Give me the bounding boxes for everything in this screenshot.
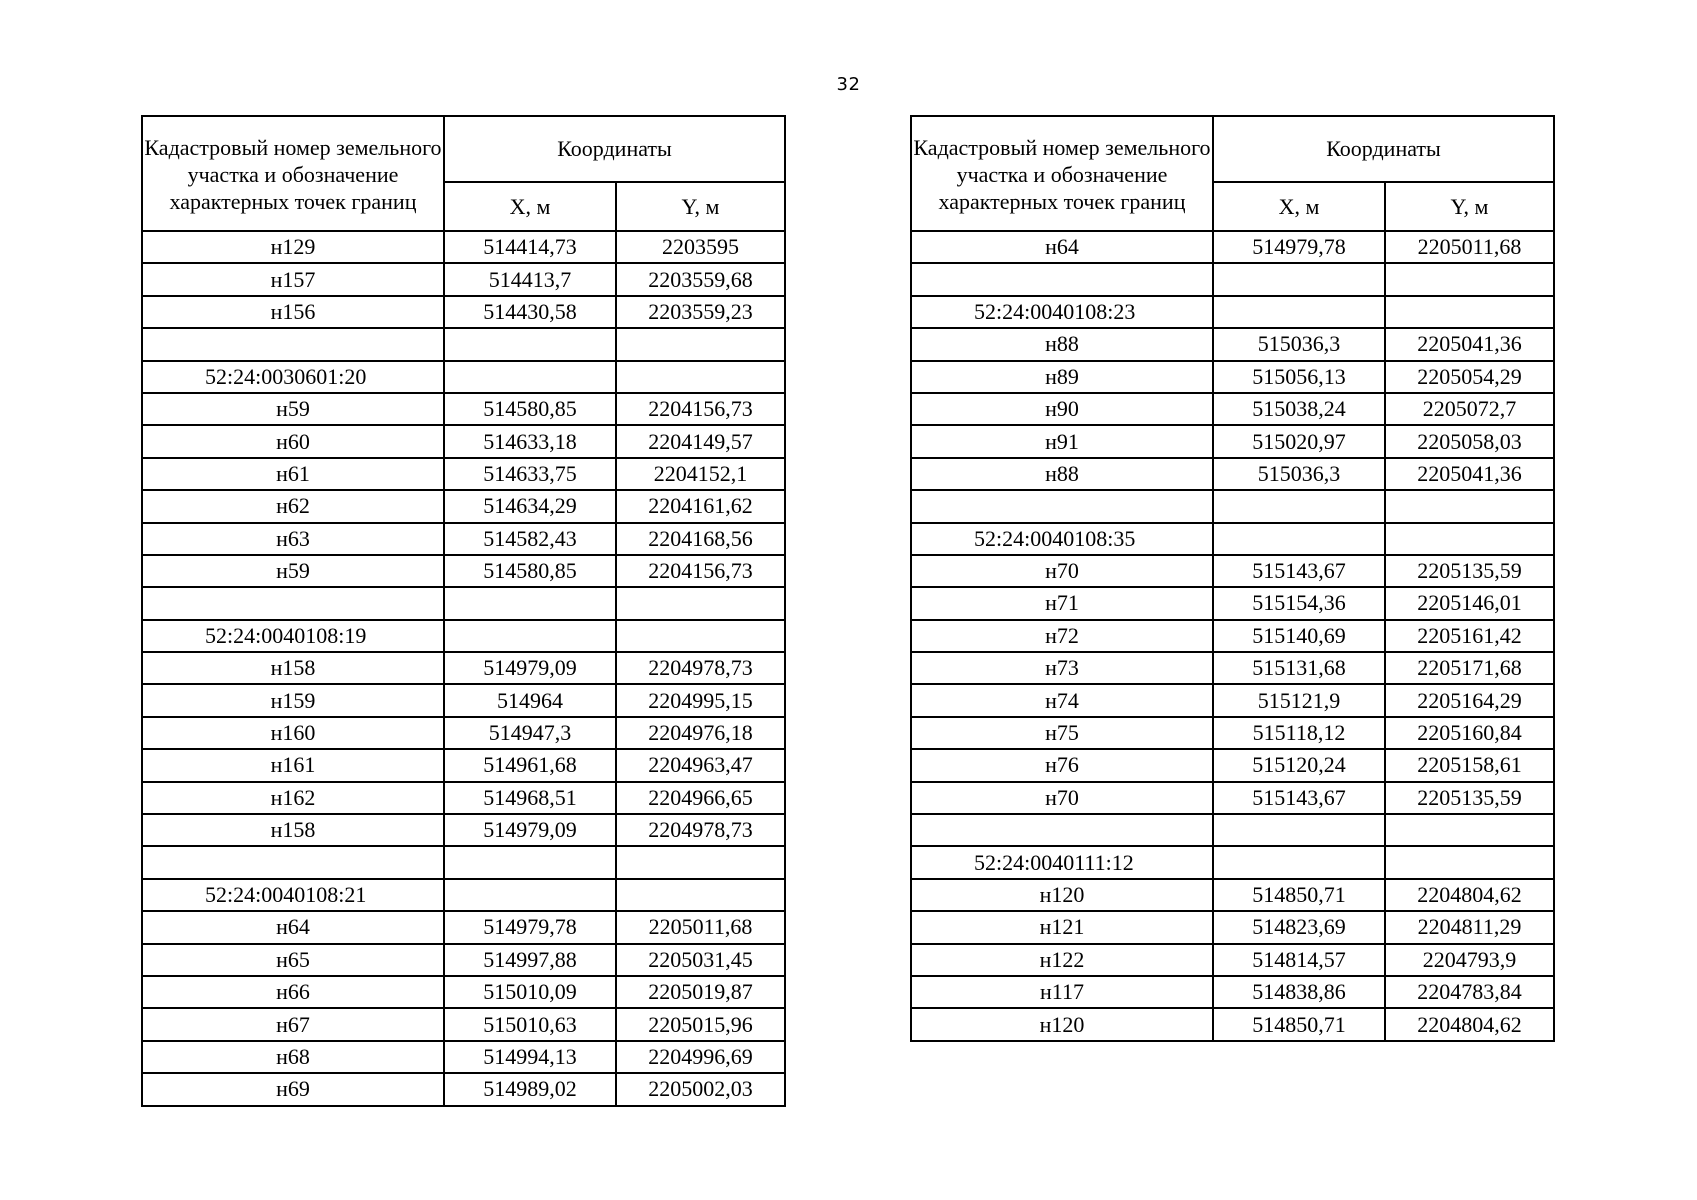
y-coordinate-cell: 2205041,36	[1385, 328, 1554, 360]
point-label-cell: н59	[142, 555, 444, 587]
point-label-cell: н91	[911, 425, 1213, 457]
point-label-cell: н70	[911, 555, 1213, 587]
y-coordinate-cell: 2204978,73	[616, 814, 785, 846]
y-coordinate-cell: 2205031,45	[616, 944, 785, 976]
coordinates-group-header: Координаты	[1213, 116, 1554, 182]
point-label-cell: н88	[911, 458, 1213, 490]
parcel-column-header: Кадастровый номер земельного участка и обозначение характерных точек границ	[911, 116, 1213, 231]
table-row	[911, 393, 1554, 425]
y-coordinate-cell: 2203559,68	[616, 263, 785, 295]
x-coordinate-cell	[1213, 846, 1385, 878]
table-row	[142, 555, 785, 587]
point-label-cell: н160	[142, 717, 444, 749]
x-coordinate-cell: 515056,13	[1213, 361, 1385, 393]
x-coordinate-cell: 514979,09	[444, 652, 616, 684]
x-coordinate-cell: 514979,78	[444, 911, 616, 943]
x-column-header: X, м	[1213, 182, 1385, 231]
x-coordinate-cell: 514580,85	[444, 393, 616, 425]
point-label-cell: н68	[142, 1041, 444, 1073]
table-row	[911, 976, 1554, 1008]
x-coordinate-cell: 514961,68	[444, 749, 616, 781]
x-coordinate-cell: 515121,9	[1213, 684, 1385, 716]
y-coordinate-cell	[616, 879, 785, 911]
y-coordinate-cell: 2203595	[616, 231, 785, 263]
x-coordinate-cell	[444, 361, 616, 393]
y-coordinate-cell: 2205135,59	[1385, 555, 1554, 587]
table-row	[911, 231, 1554, 263]
point-label-cell: н89	[911, 361, 1213, 393]
x-coordinate-cell: 514430,58	[444, 296, 616, 328]
point-label-cell: н62	[142, 490, 444, 522]
y-coordinate-cell	[1385, 296, 1554, 328]
point-label-cell: н74	[911, 684, 1213, 716]
y-coordinate-cell	[1385, 814, 1554, 846]
point-label-cell: н60	[142, 425, 444, 457]
parcel-id-cell: 52:24:0040111:12	[911, 846, 1213, 878]
table-row	[911, 1008, 1554, 1040]
point-label-cell: н69	[142, 1073, 444, 1105]
point-label-cell: н66	[142, 976, 444, 1008]
blank-row	[142, 846, 785, 878]
table-row	[142, 717, 785, 749]
x-coordinate-cell: 514947,3	[444, 717, 616, 749]
y-coordinate-cell: 2204804,62	[1385, 879, 1554, 911]
point-label-cell: н61	[142, 458, 444, 490]
parcel-id-cell: 52:24:0040108:19	[142, 620, 444, 652]
point-label-cell: н157	[142, 263, 444, 295]
x-coordinate-cell	[444, 846, 616, 878]
y-coordinate-cell: 2205011,68	[1385, 231, 1554, 263]
x-coordinate-cell: 515131,68	[1213, 652, 1385, 684]
parcel-row	[911, 523, 1554, 555]
x-coordinate-cell: 514850,71	[1213, 1008, 1385, 1040]
table-row	[142, 393, 785, 425]
x-coordinate-cell: 514413,7	[444, 263, 616, 295]
x-coordinate-cell: 514814,57	[1213, 944, 1385, 976]
y-column-header: Y, м	[616, 182, 785, 231]
x-coordinate-cell: 514979,78	[1213, 231, 1385, 263]
point-label-cell: н65	[142, 944, 444, 976]
table-row	[142, 1073, 785, 1105]
x-coordinate-cell: 515020,97	[1213, 425, 1385, 457]
blank-row	[142, 328, 785, 360]
point-label-cell: н64	[911, 231, 1213, 263]
x-coordinate-cell	[1213, 490, 1385, 522]
x-coordinate-cell	[1213, 523, 1385, 555]
point-label-cell: н117	[911, 976, 1213, 1008]
table-body	[911, 231, 1554, 1041]
x-coordinate-cell	[444, 620, 616, 652]
y-coordinate-cell	[616, 620, 785, 652]
x-coordinate-cell: 514989,02	[444, 1073, 616, 1105]
point-label-cell	[142, 328, 444, 360]
x-coordinate-cell	[444, 879, 616, 911]
y-coordinate-cell: 2204149,57	[616, 425, 785, 457]
table-row	[911, 458, 1554, 490]
y-coordinate-cell	[1385, 523, 1554, 555]
x-coordinate-cell: 515036,3	[1213, 458, 1385, 490]
table-row	[142, 684, 785, 716]
parcel-row	[142, 620, 785, 652]
table-row	[142, 782, 785, 814]
table-row	[142, 458, 785, 490]
parcel-id-cell: 52:24:0030601:20	[142, 361, 444, 393]
x-coordinate-cell: 514997,88	[444, 944, 616, 976]
point-label-cell: н67	[142, 1008, 444, 1040]
y-coordinate-cell: 2205160,84	[1385, 717, 1554, 749]
y-coordinate-cell: 2204995,15	[616, 684, 785, 716]
x-coordinate-cell: 515120,24	[1213, 749, 1385, 781]
y-coordinate-cell: 2204156,73	[616, 393, 785, 425]
blank-row	[911, 814, 1554, 846]
table-row	[142, 749, 785, 781]
y-coordinate-cell	[616, 361, 785, 393]
table-row	[142, 814, 785, 846]
y-coordinate-cell: 2205054,29	[1385, 361, 1554, 393]
table-row	[911, 879, 1554, 911]
table-row	[142, 944, 785, 976]
page-number: 32	[836, 74, 861, 95]
y-coordinate-cell: 2205019,87	[616, 976, 785, 1008]
x-coordinate-cell	[1213, 296, 1385, 328]
y-coordinate-cell: 2204976,18	[616, 717, 785, 749]
point-label-cell: н90	[911, 393, 1213, 425]
x-coordinate-cell: 514414,73	[444, 231, 616, 263]
x-coordinate-cell: 515154,36	[1213, 587, 1385, 619]
table-row	[142, 652, 785, 684]
table-row	[142, 425, 785, 457]
point-label-cell: н120	[911, 879, 1213, 911]
point-label-cell: н73	[911, 652, 1213, 684]
y-coordinate-cell: 2205146,01	[1385, 587, 1554, 619]
parcel-row	[911, 846, 1554, 878]
table-row	[911, 652, 1554, 684]
point-label-cell: н158	[142, 652, 444, 684]
x-coordinate-cell: 514850,71	[1213, 879, 1385, 911]
table-row	[911, 361, 1554, 393]
parcel-row	[911, 296, 1554, 328]
x-coordinate-cell	[444, 587, 616, 619]
point-label-cell: н88	[911, 328, 1213, 360]
parcel-id-cell: 52:24:0040108:23	[911, 296, 1213, 328]
x-coordinate-cell: 514964	[444, 684, 616, 716]
point-label-cell	[142, 846, 444, 878]
y-coordinate-cell: 2204811,29	[1385, 911, 1554, 943]
parcel-row	[142, 879, 785, 911]
x-coordinate-cell: 514994,13	[444, 1041, 616, 1073]
point-label-cell: н59	[142, 393, 444, 425]
y-coordinate-cell	[616, 846, 785, 878]
point-label-cell: н156	[142, 296, 444, 328]
table-row	[911, 717, 1554, 749]
y-coordinate-cell: 2203559,23	[616, 296, 785, 328]
x-coordinate-cell: 515118,12	[1213, 717, 1385, 749]
y-coordinate-cell: 2204966,65	[616, 782, 785, 814]
point-label-cell: н76	[911, 749, 1213, 781]
y-coordinate-cell: 2205011,68	[616, 911, 785, 943]
point-label-cell: н162	[142, 782, 444, 814]
y-coordinate-cell: 2205171,68	[1385, 652, 1554, 684]
table-row	[911, 749, 1554, 781]
x-coordinate-cell: 515010,09	[444, 976, 616, 1008]
x-coordinate-cell: 515140,69	[1213, 620, 1385, 652]
y-coordinate-cell: 2205058,03	[1385, 425, 1554, 457]
coordinates-table-left	[141, 115, 786, 1107]
y-coordinate-cell: 2205158,61	[1385, 749, 1554, 781]
y-coordinate-cell: 2205072,7	[1385, 393, 1554, 425]
point-label-cell	[142, 587, 444, 619]
point-label-cell: н158	[142, 814, 444, 846]
table-row	[911, 425, 1554, 457]
table-row	[142, 1008, 785, 1040]
y-coordinate-cell: 2205161,42	[1385, 620, 1554, 652]
y-coordinate-cell: 2204156,73	[616, 555, 785, 587]
x-coordinate-cell: 514838,86	[1213, 976, 1385, 1008]
y-coordinate-cell: 2205015,96	[616, 1008, 785, 1040]
blank-row	[911, 490, 1554, 522]
x-coordinate-cell: 514968,51	[444, 782, 616, 814]
table-body	[142, 231, 785, 1106]
point-label-cell: н64	[142, 911, 444, 943]
point-label-cell: н75	[911, 717, 1213, 749]
point-label-cell: н122	[911, 944, 1213, 976]
x-coordinate-cell: 515143,67	[1213, 555, 1385, 587]
x-coordinate-cell: 514979,09	[444, 814, 616, 846]
table-row	[142, 523, 785, 555]
coordinates-group-header: Координаты	[444, 116, 785, 182]
x-coordinate-cell: 515036,3	[1213, 328, 1385, 360]
parcel-column-header: Кадастровый номер земельного участка и обозначение характерных точек границ	[142, 116, 444, 231]
x-coordinate-cell	[1213, 814, 1385, 846]
table-row	[911, 944, 1554, 976]
point-label-cell: н70	[911, 782, 1213, 814]
table-row	[911, 620, 1554, 652]
table-row	[911, 328, 1554, 360]
x-coordinate-cell: 515038,24	[1213, 393, 1385, 425]
point-label-cell: н129	[142, 231, 444, 263]
blank-row	[911, 263, 1554, 295]
point-label-cell: н161	[142, 749, 444, 781]
point-label-cell: н121	[911, 911, 1213, 943]
x-column-header: X, м	[444, 182, 616, 231]
parcel-id-cell: 52:24:0040108:35	[911, 523, 1213, 555]
y-coordinate-cell	[1385, 263, 1554, 295]
point-label-cell: н72	[911, 620, 1213, 652]
y-coordinate-cell: 2204978,73	[616, 652, 785, 684]
table-row	[911, 587, 1554, 619]
table-row	[911, 684, 1554, 716]
y-coordinate-cell: 2204168,56	[616, 523, 785, 555]
table-row	[142, 1041, 785, 1073]
y-coordinate-cell: 2204996,69	[616, 1041, 785, 1073]
table-row	[142, 976, 785, 1008]
x-coordinate-cell: 514823,69	[1213, 911, 1385, 943]
y-coordinate-cell: 2205002,03	[616, 1073, 785, 1105]
y-coordinate-cell: 2205135,59	[1385, 782, 1554, 814]
point-label-cell: н71	[911, 587, 1213, 619]
y-coordinate-cell: 2204152,1	[616, 458, 785, 490]
point-label-cell: н120	[911, 1008, 1213, 1040]
x-coordinate-cell: 515010,63	[444, 1008, 616, 1040]
blank-row	[142, 587, 785, 619]
table-row	[911, 555, 1554, 587]
table-row	[911, 911, 1554, 943]
point-label-cell: н159	[142, 684, 444, 716]
x-coordinate-cell: 514582,43	[444, 523, 616, 555]
coordinates-table-right	[910, 115, 1555, 1042]
parcel-id-cell: 52:24:0040108:21	[142, 879, 444, 911]
y-coordinate-cell: 2204963,47	[616, 749, 785, 781]
y-coordinate-cell: 2205164,29	[1385, 684, 1554, 716]
y-coordinate-cell	[616, 587, 785, 619]
y-coordinate-cell: 2205041,36	[1385, 458, 1554, 490]
parcel-row	[142, 361, 785, 393]
table-row	[911, 782, 1554, 814]
table-row	[142, 231, 785, 263]
y-coordinate-cell	[1385, 846, 1554, 878]
y-column-header: Y, м	[1385, 182, 1554, 231]
y-coordinate-cell: 2204161,62	[616, 490, 785, 522]
y-coordinate-cell	[1385, 490, 1554, 522]
x-coordinate-cell	[1213, 263, 1385, 295]
table-row	[142, 490, 785, 522]
table-row	[142, 263, 785, 295]
table-row	[142, 911, 785, 943]
x-coordinate-cell: 514580,85	[444, 555, 616, 587]
x-coordinate-cell: 514633,18	[444, 425, 616, 457]
point-label-cell: н63	[142, 523, 444, 555]
y-coordinate-cell: 2204783,84	[1385, 976, 1554, 1008]
y-coordinate-cell: 2204793,9	[1385, 944, 1554, 976]
x-coordinate-cell: 514633,75	[444, 458, 616, 490]
x-coordinate-cell: 514634,29	[444, 490, 616, 522]
x-coordinate-cell	[444, 328, 616, 360]
point-label-cell	[911, 263, 1213, 295]
y-coordinate-cell	[616, 328, 785, 360]
x-coordinate-cell: 515143,67	[1213, 782, 1385, 814]
point-label-cell	[911, 814, 1213, 846]
y-coordinate-cell: 2204804,62	[1385, 1008, 1554, 1040]
table-row	[142, 296, 785, 328]
point-label-cell	[911, 490, 1213, 522]
